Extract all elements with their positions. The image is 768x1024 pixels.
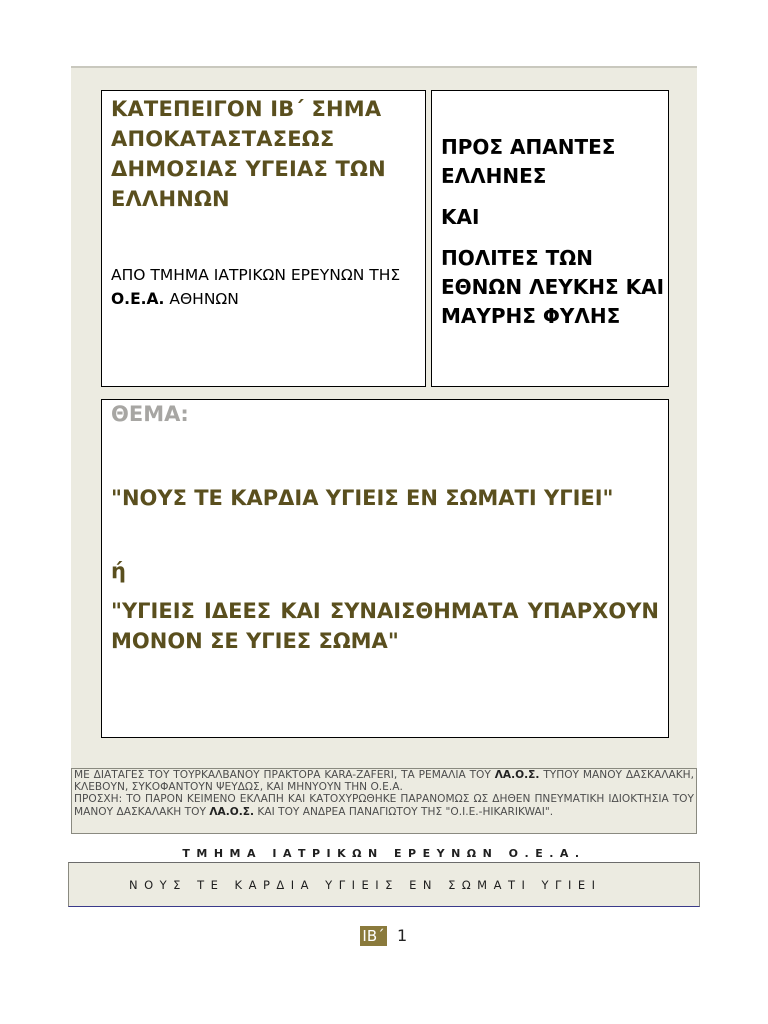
notice-p1-party: ΛΑ.Ο.Σ. [494,769,540,781]
notice-p2-end: ΚΑΙ ΤΟΥ ΑΝΔΡΕΑ ΠΑΝΑΓΙΩΤΟΥ ΤΗΣ "Ο.Ι.Ε.-HIKARIKWAI". [257,805,554,818]
addressees-box [431,90,669,387]
notice-box [71,768,697,834]
header-left-box [101,90,426,387]
footer-department-heading: ΤΜΗΜΑ ΙΑΤΡΙΚΩΝ ΕΡΕΥΝΩΝ Ο.Ε.Α. [182,847,586,860]
page-number: 1 [397,926,408,945]
addressee-line-3: ΠΟΛΙΤΕΣ ΤΩΝ ΕΘΝΩΝ ΛΕΥΚΗΣ ΚΑΙ ΜΑΥΡΗΣ ΦΥΛΗΣ [441,246,665,328]
sender-org: Ο.Ε.Α. [111,290,165,308]
sender-prefix: ΑΠΟ ΤΜΗΜΑ ΙΑΤΡΙΚΩΝ ΕΡΕΥΝΩΝ ΤΗΣ [111,266,401,284]
footer-motto-band [68,862,700,907]
notice-paragraph-1 [74,769,694,793]
sender-city: ΑΘΗΝΩΝ [169,290,239,308]
page-section-badge: ΙΒ΄ [360,926,387,946]
theme-box [101,399,669,738]
addressee-line-2: ΚΑΙ [441,205,480,229]
notice-p2-start: ΠΡΟΣΧΗ: ΤΟ ΠΑΡΟΝ ΚΕΙΜΕΝΟ ΕΚΛΑΠΗ ΚΑΙ ΚΑΤΟΧΥΡΩΘΗΚΕ ΠΑΡΑΝΟΜΩΣ ΩΣ ΔΗΘΕΝ ΠΝΕΥΜΑΤΙΚΗ ΙΔΙΟΚΤΗΣΙΑ ΤΟΥ ΜΑΝΟΥ ΔΑΣΚΑΛΑΚΗ ΤΟΥ [74,793,694,818]
sender-line [111,263,421,311]
notice-paragraph-2 [74,793,694,817]
notice-p1-start: ΜΕ ΔΙΑΤΑΓΕΣ ΤΟΥ ΤΟΥΡΚΑΛΒΑΝΟΥ ΠΡΑΚΤΟΡΑ KARA-ZAFERI, ΤΑ ΡΕΜΑΛΙΑ ΤΟΥ [74,769,491,781]
motto-primary: "ΝΟΥΣ ΤΕ ΚΑΡΔΙΑ ΥΓΙΕΙΣ ΕΝ ΣΩΜΑΤΙ ΥΓΙΕΙ" [111,486,614,510]
addressees [441,133,666,331]
motto-or: ή [111,559,126,583]
addressee-line-1: ΠΡΟΣ ΑΠΑΝΤΕΣ ΕΛΛΗΝΕΣ [441,135,616,188]
theme-label: ΘΕΜΑ: [111,402,189,426]
notice-p1-end: ΤΥΠΟΥ ΜΑΝΟΥ ΔΑΣΚΑΛΑΚΗ, ΚΛΕΒΟΥΝ, ΣΥΚΟΦΑΝΤΟΥΝ ΨΕΥΔΩΣ, ΚΑΙ ΜΗΝΥΟΥΝ ΤΗΝ Ο.Ε.Α. [74,769,695,794]
notice-p2-party: ΛΑ.Ο.Σ. [209,805,255,818]
urgent-title: ΚΑΤΕΠΕΙΓΟΝ ΙΒ΄ ΣΗΜΑ ΑΠΟΚΑΤΑΣΤΑΣΕΩΣ ΔΗΜΟΣΙΑΣ ΥΓΕΙΑΣ ΤΩΝ ΕΛΛΗΝΩΝ [111,97,386,211]
motto-secondary: "ΥΓΙΕΙΣ ΙΔΕΕΣ ΚΑΙ ΣΥΝΑΙΣΘΗΜΑΤΑ ΥΠΑΡΧΟΥΝ ΜΟΝΟΝ ΣΕ ΥΓΙΕΣ ΣΩΜΑ" [111,599,659,653]
footer-motto: ΝΟΥΣ ΤΕ ΚΑΡΔΙΑ ΥΓΙΕΙΣ ΕΝ ΣΩΜΑΤΙ ΥΓΙΕΙ [129,878,602,892]
